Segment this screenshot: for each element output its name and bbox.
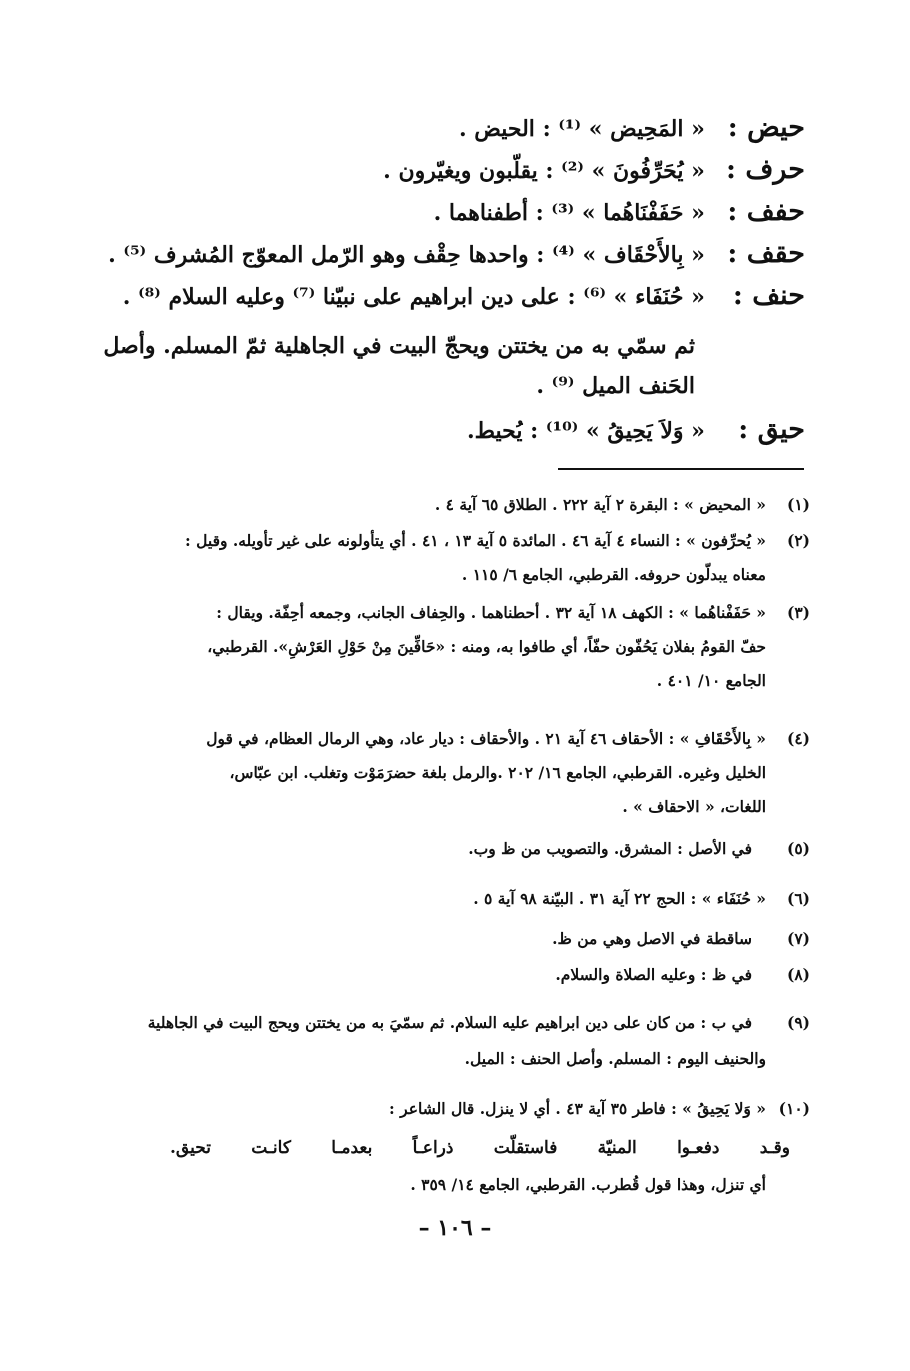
footnote-text: « حُنَفَاء » : الحج ٢٢ آية ٣١ . البيّنة ٩٨ آية ٥ . [473, 889, 766, 908]
footnote-line: « بِالأَحْقَافِ » : الأحقاف ٤٦ آية ٢١ . والأحقاف : ديار عاد، وهي الرمال العظام، في قول [206, 729, 766, 748]
footnote [100, 922, 810, 956]
glossary-entry [105, 410, 805, 450]
verse-word: كانـت [251, 1138, 291, 1158]
footnote-line: في ب : من كان على دين ابراهيم عليه السلام. ثم سمّيَ به من يختتن ويحج البيت في الجاهلية [147, 1013, 752, 1032]
verse-note [100, 1168, 810, 1202]
entry-definition: « يُحَرِّفُونَ » ⁽²⁾ : يقلّبون ويغيّرون . [383, 158, 705, 184]
footnote-divider [558, 468, 804, 470]
footnote-continuation [100, 1042, 810, 1076]
footnote-text: في ظ : وعليه الصلاة والسلام. [555, 965, 752, 984]
footnote-number: (٣) [786, 603, 810, 622]
entry-root: حرف : [726, 154, 805, 185]
footnote [100, 832, 810, 866]
footnote-number: (١) [786, 495, 810, 514]
footnote [100, 596, 810, 698]
verse-word: بعدمـا [331, 1138, 373, 1158]
footnote-text [100, 524, 766, 592]
glossary-entry [105, 150, 805, 190]
entry-continuation: الحَنف الميل ⁽⁹⁾ . [536, 373, 695, 399]
entry-definition: « بِالأَحْقَاف » ⁽⁴⁾ : واحدها حِقْف وهو الرّمل المعوّج المُشرف ⁽⁵⁾ . [108, 242, 705, 268]
footnote-line: الخليل وغيره. القرطبي، الجامع ١٦/ ٢٠٢ .والرمل بلغة حضرَمَوْت وتغلب. ابن عبّاس، [229, 763, 766, 782]
footnote [100, 722, 810, 824]
entry-definition: « المَحِيض » ⁽¹⁾ : الحيض . [458, 116, 705, 142]
footnote-line: « حَفَفْناهُما » : الكهف ١٨ آية ٣٢ . أحطناهما . والحِفاف الجانب، وجمعه أحِفّة. ويقال : [216, 603, 766, 622]
entry-continuation: ثم سمّي به من يختتن ويحجّ البيت في الجاهلية ثمّ المسلم. وأصل [103, 333, 695, 359]
footnote-line: حفّ القومُ بفلان يَحُفّون حفّاً، أي طافوا به، ومنه : «حَافِّينَ مِنْ حَوْلِ العَرْشِ». القرطبي، [207, 637, 766, 656]
footnote [100, 1006, 810, 1040]
verse-word: تحيق. [170, 1138, 211, 1158]
footnote [100, 958, 810, 992]
footnote-line: الجامع ١٠/ ٤٠١ . [656, 671, 766, 690]
footnote [100, 524, 810, 592]
footnote-number: (٤) [786, 729, 810, 748]
entry-root: حفف : [727, 196, 805, 227]
footnote-number: (٢) [786, 531, 810, 550]
entry-definition: « وَلاَ يَحِيقُ » ⁽¹⁰⁾ : يُحيط. [466, 418, 705, 444]
entry-root: حيق : [738, 414, 805, 445]
entry-definition: « حُنَفَاء » ⁽⁶⁾ : على دين ابراهيم على نبيّنا ⁽⁷⁾ وعليه السلام ⁽⁸⁾ . [122, 284, 705, 310]
verse-word: المنيّة [597, 1138, 637, 1158]
footnote-number: (٨) [786, 965, 810, 984]
footnote-text: « وَلا يَحِيقُ » : فاطر ٣٥ آية ٤٣ . أي لا ينزل. قال الشاعر : [389, 1099, 766, 1118]
verse-word: دفعـوا [677, 1138, 720, 1158]
footnote [100, 488, 810, 522]
glossary-entry [105, 192, 805, 232]
footnote-line: معناه يبدلّون حروفه. القرطبي، الجامع ٦/ ١١٥ . [461, 565, 766, 584]
footnote-line: اللغات، « الاحقاف » . [622, 797, 766, 816]
footnote-number: (٩) [786, 1013, 810, 1032]
entry-definition: « حَفَفْنَاهُما » ⁽³⁾ : أطفناهما . [433, 200, 705, 226]
poetry-verse [170, 1130, 790, 1166]
glossary-entry [105, 234, 805, 274]
footnote-text: أي تنزل، وهذا قول قُطرب. القرطبي، الجامع ١٤/ ٣٥٩ . [410, 1175, 766, 1194]
verse-word: ذراعـاً [412, 1138, 454, 1158]
verse-word: وقـد [759, 1138, 790, 1158]
footnote-number: (٧) [786, 929, 810, 948]
footnote-number: (٥) [786, 839, 810, 858]
glossary-entry [105, 276, 805, 316]
entry-root: حنف : [732, 280, 805, 311]
page-number: – ١٠٦ – [418, 1215, 492, 1241]
footnote-text: « المحيض » : البقرة ٢ آية ٢٢٢ . الطلاق ٦٥ آية ٤ . [434, 495, 766, 514]
footnote-number: (٦) [786, 889, 810, 908]
footnote-text [100, 722, 766, 824]
entry-root: حقف : [727, 238, 805, 269]
footnote-text: في الأصل : المشرق. والتصويب من ظ وب. [468, 839, 752, 858]
footnote [100, 1092, 810, 1126]
footnote-line: « يُحرِّفون » : النساء ٤ آية ٤٦ . المائدة ٥ آية ١٣ ، ٤١ . أي يتأولونه على غير تأويله. وقيل : [185, 531, 766, 550]
glossary-entry [105, 108, 805, 148]
footnote [100, 882, 810, 916]
verse-word: فاستقلّت [493, 1138, 558, 1158]
footnote-text: ساقطة في الاصل وهي من ظ. [552, 929, 752, 948]
entry-root: حيض : [727, 112, 805, 143]
footnote-text [100, 596, 766, 698]
footnote-text [100, 1006, 752, 1040]
footnote-number: (١٠) [778, 1099, 810, 1118]
footnote-text: والحنيف اليوم : المسلم. وأصل الحنف : الميل. [464, 1049, 766, 1068]
